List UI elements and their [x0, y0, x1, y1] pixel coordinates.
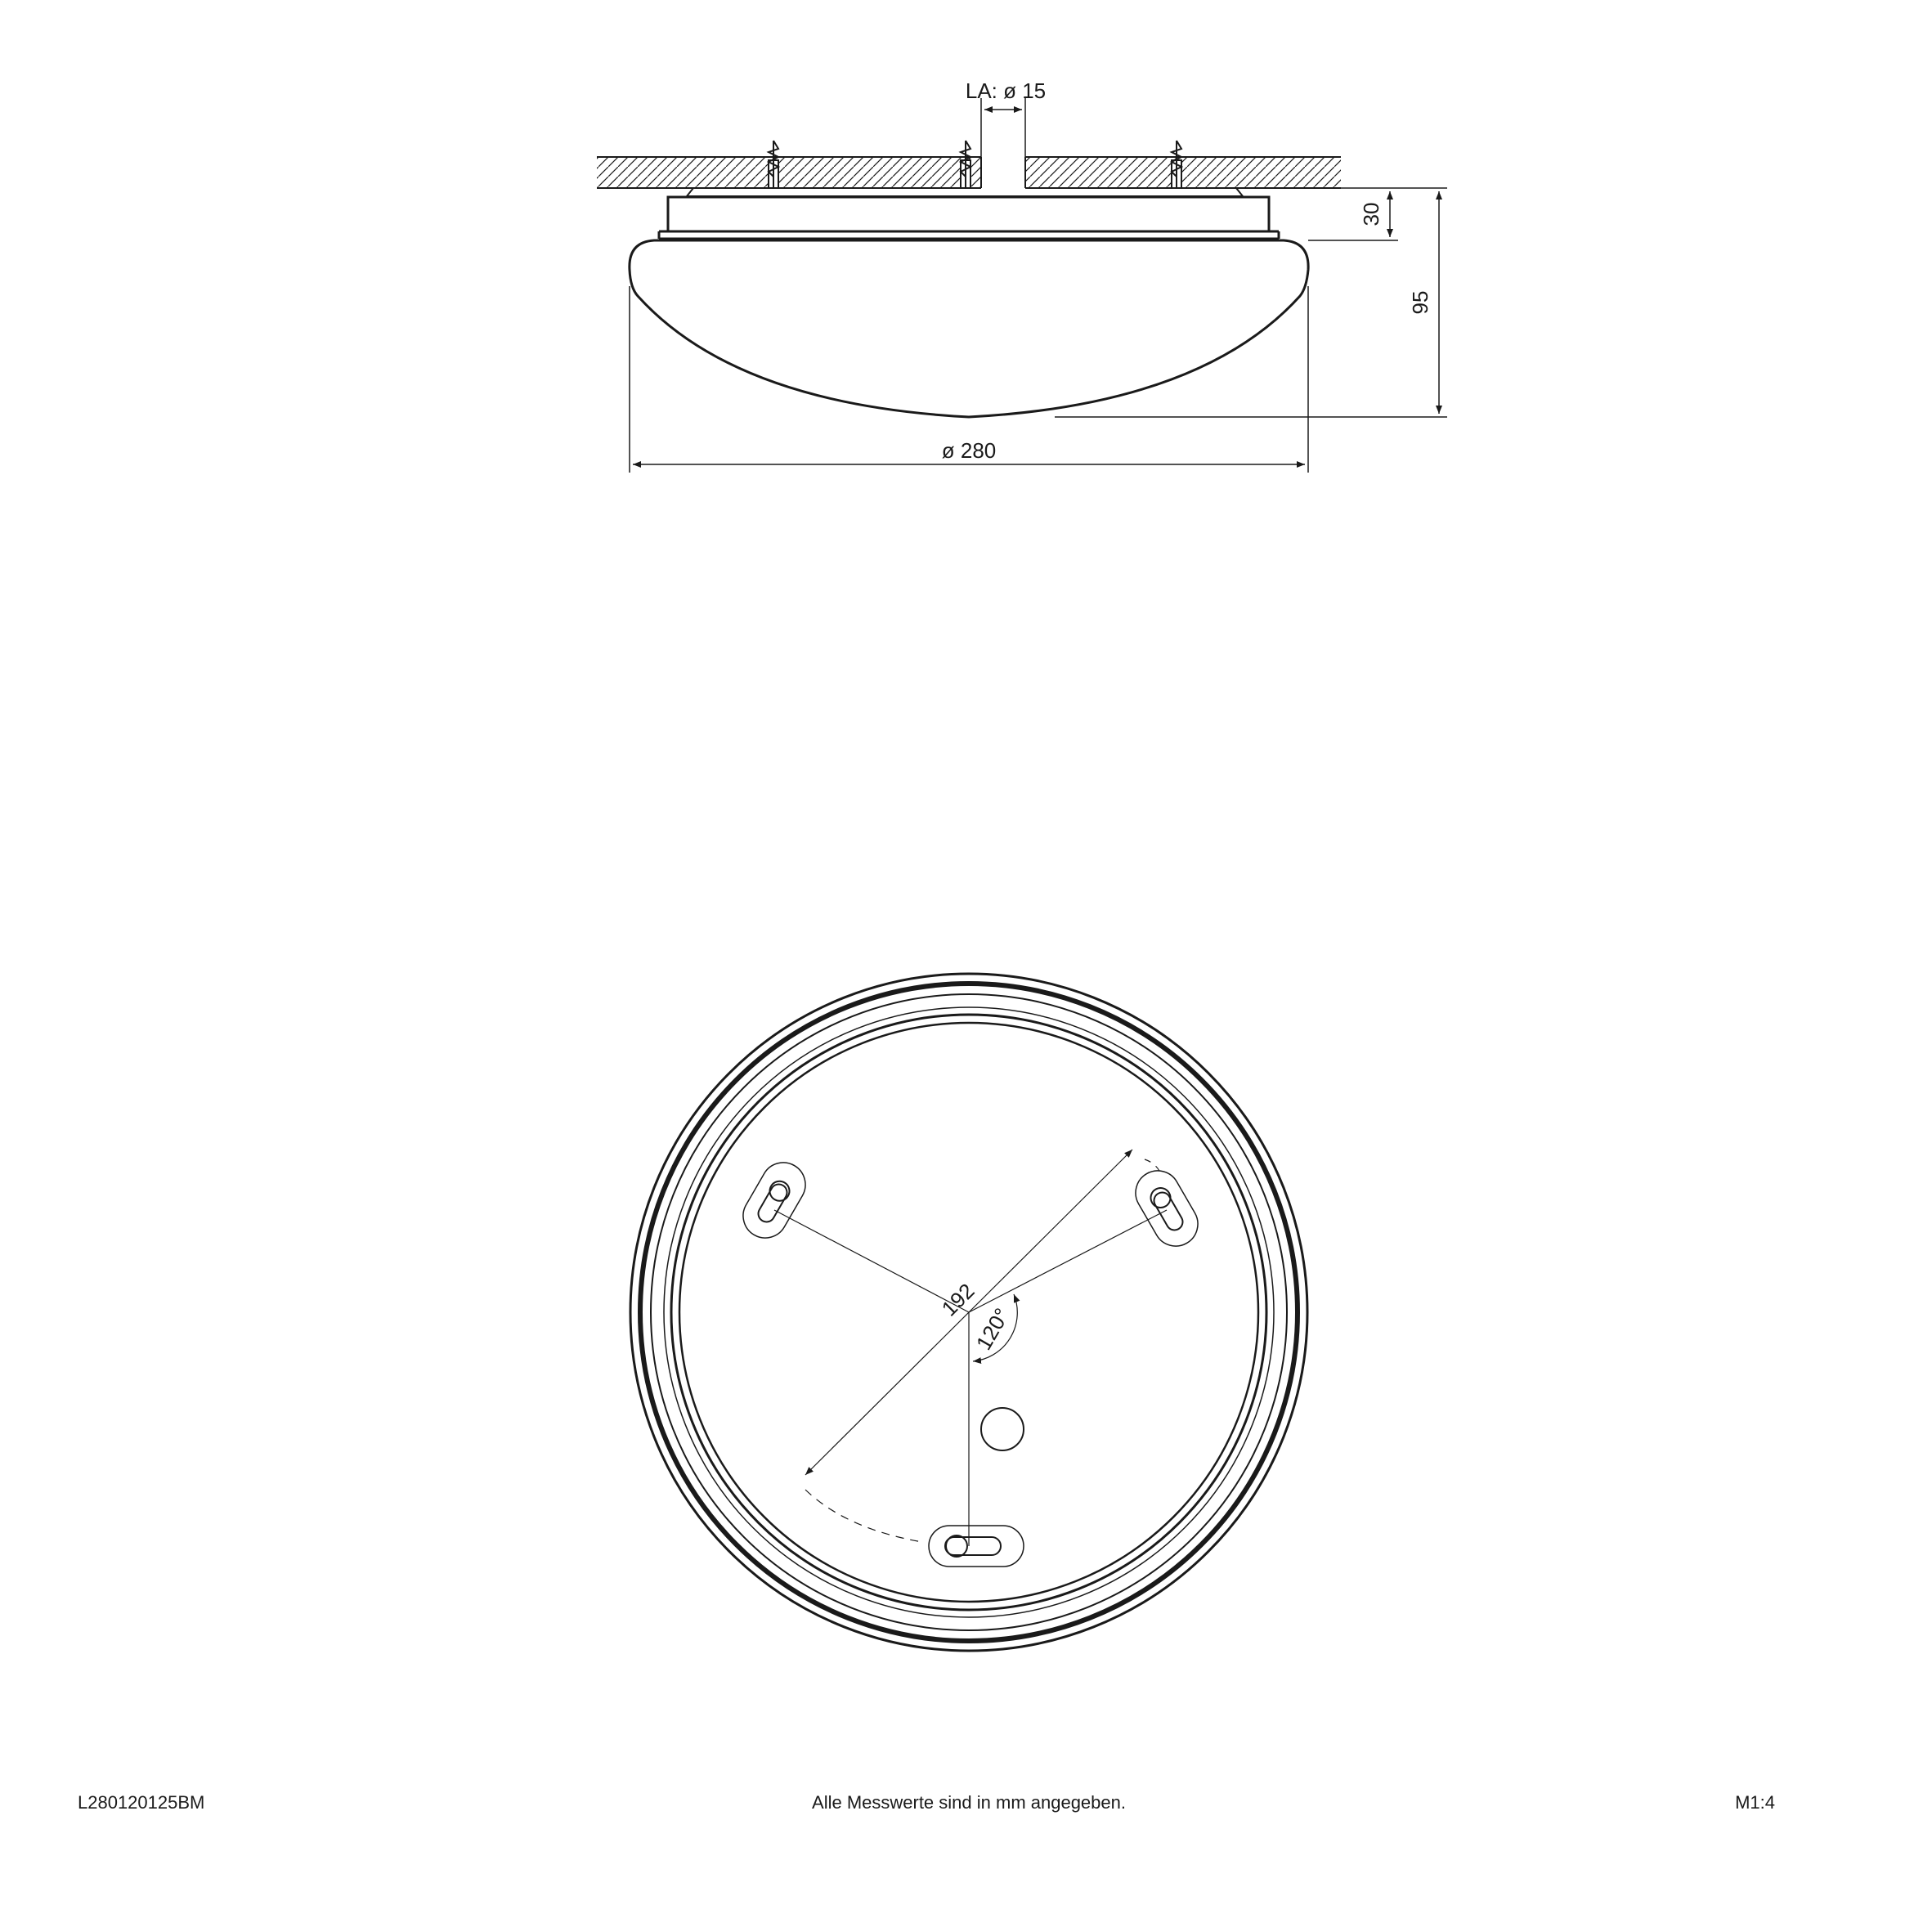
base-plate	[659, 188, 1279, 239]
dimension-cable-entry	[981, 98, 1025, 157]
base-height-label: 30	[1359, 202, 1383, 226]
screw-middle	[961, 141, 970, 188]
mounting-keyhole-bottom	[929, 1526, 1024, 1567]
construction-arc-bottom	[805, 1490, 922, 1542]
screw-right	[1172, 141, 1181, 188]
angle-label: 120°	[970, 1303, 1015, 1355]
construction-arc-top	[1145, 1159, 1159, 1171]
diffuser-dome	[630, 240, 1308, 417]
screw-left	[769, 141, 778, 188]
scale-label: M1:4	[1735, 1792, 1775, 1813]
measurement-note: Alle Messwerte sind in mm angegeben.	[812, 1792, 1126, 1813]
dimension-total-height	[1055, 188, 1447, 417]
article-number: L280120125BM	[78, 1792, 205, 1813]
radial-lines	[774, 1210, 1167, 1546]
cable-entry-hole	[981, 1408, 1024, 1450]
side-view	[597, 98, 1447, 473]
mounting-distance-label: 192	[936, 1278, 979, 1321]
cable-entry-label: LA: ø 15	[965, 78, 1047, 103]
mounting-keyhole-top-left	[735, 1154, 814, 1246]
mounting-keyhole-top-right	[1127, 1163, 1206, 1254]
bottom-view	[630, 974, 1307, 1651]
total-height-label: 95	[1408, 290, 1432, 315]
diameter-label: ø 280	[941, 438, 997, 463]
